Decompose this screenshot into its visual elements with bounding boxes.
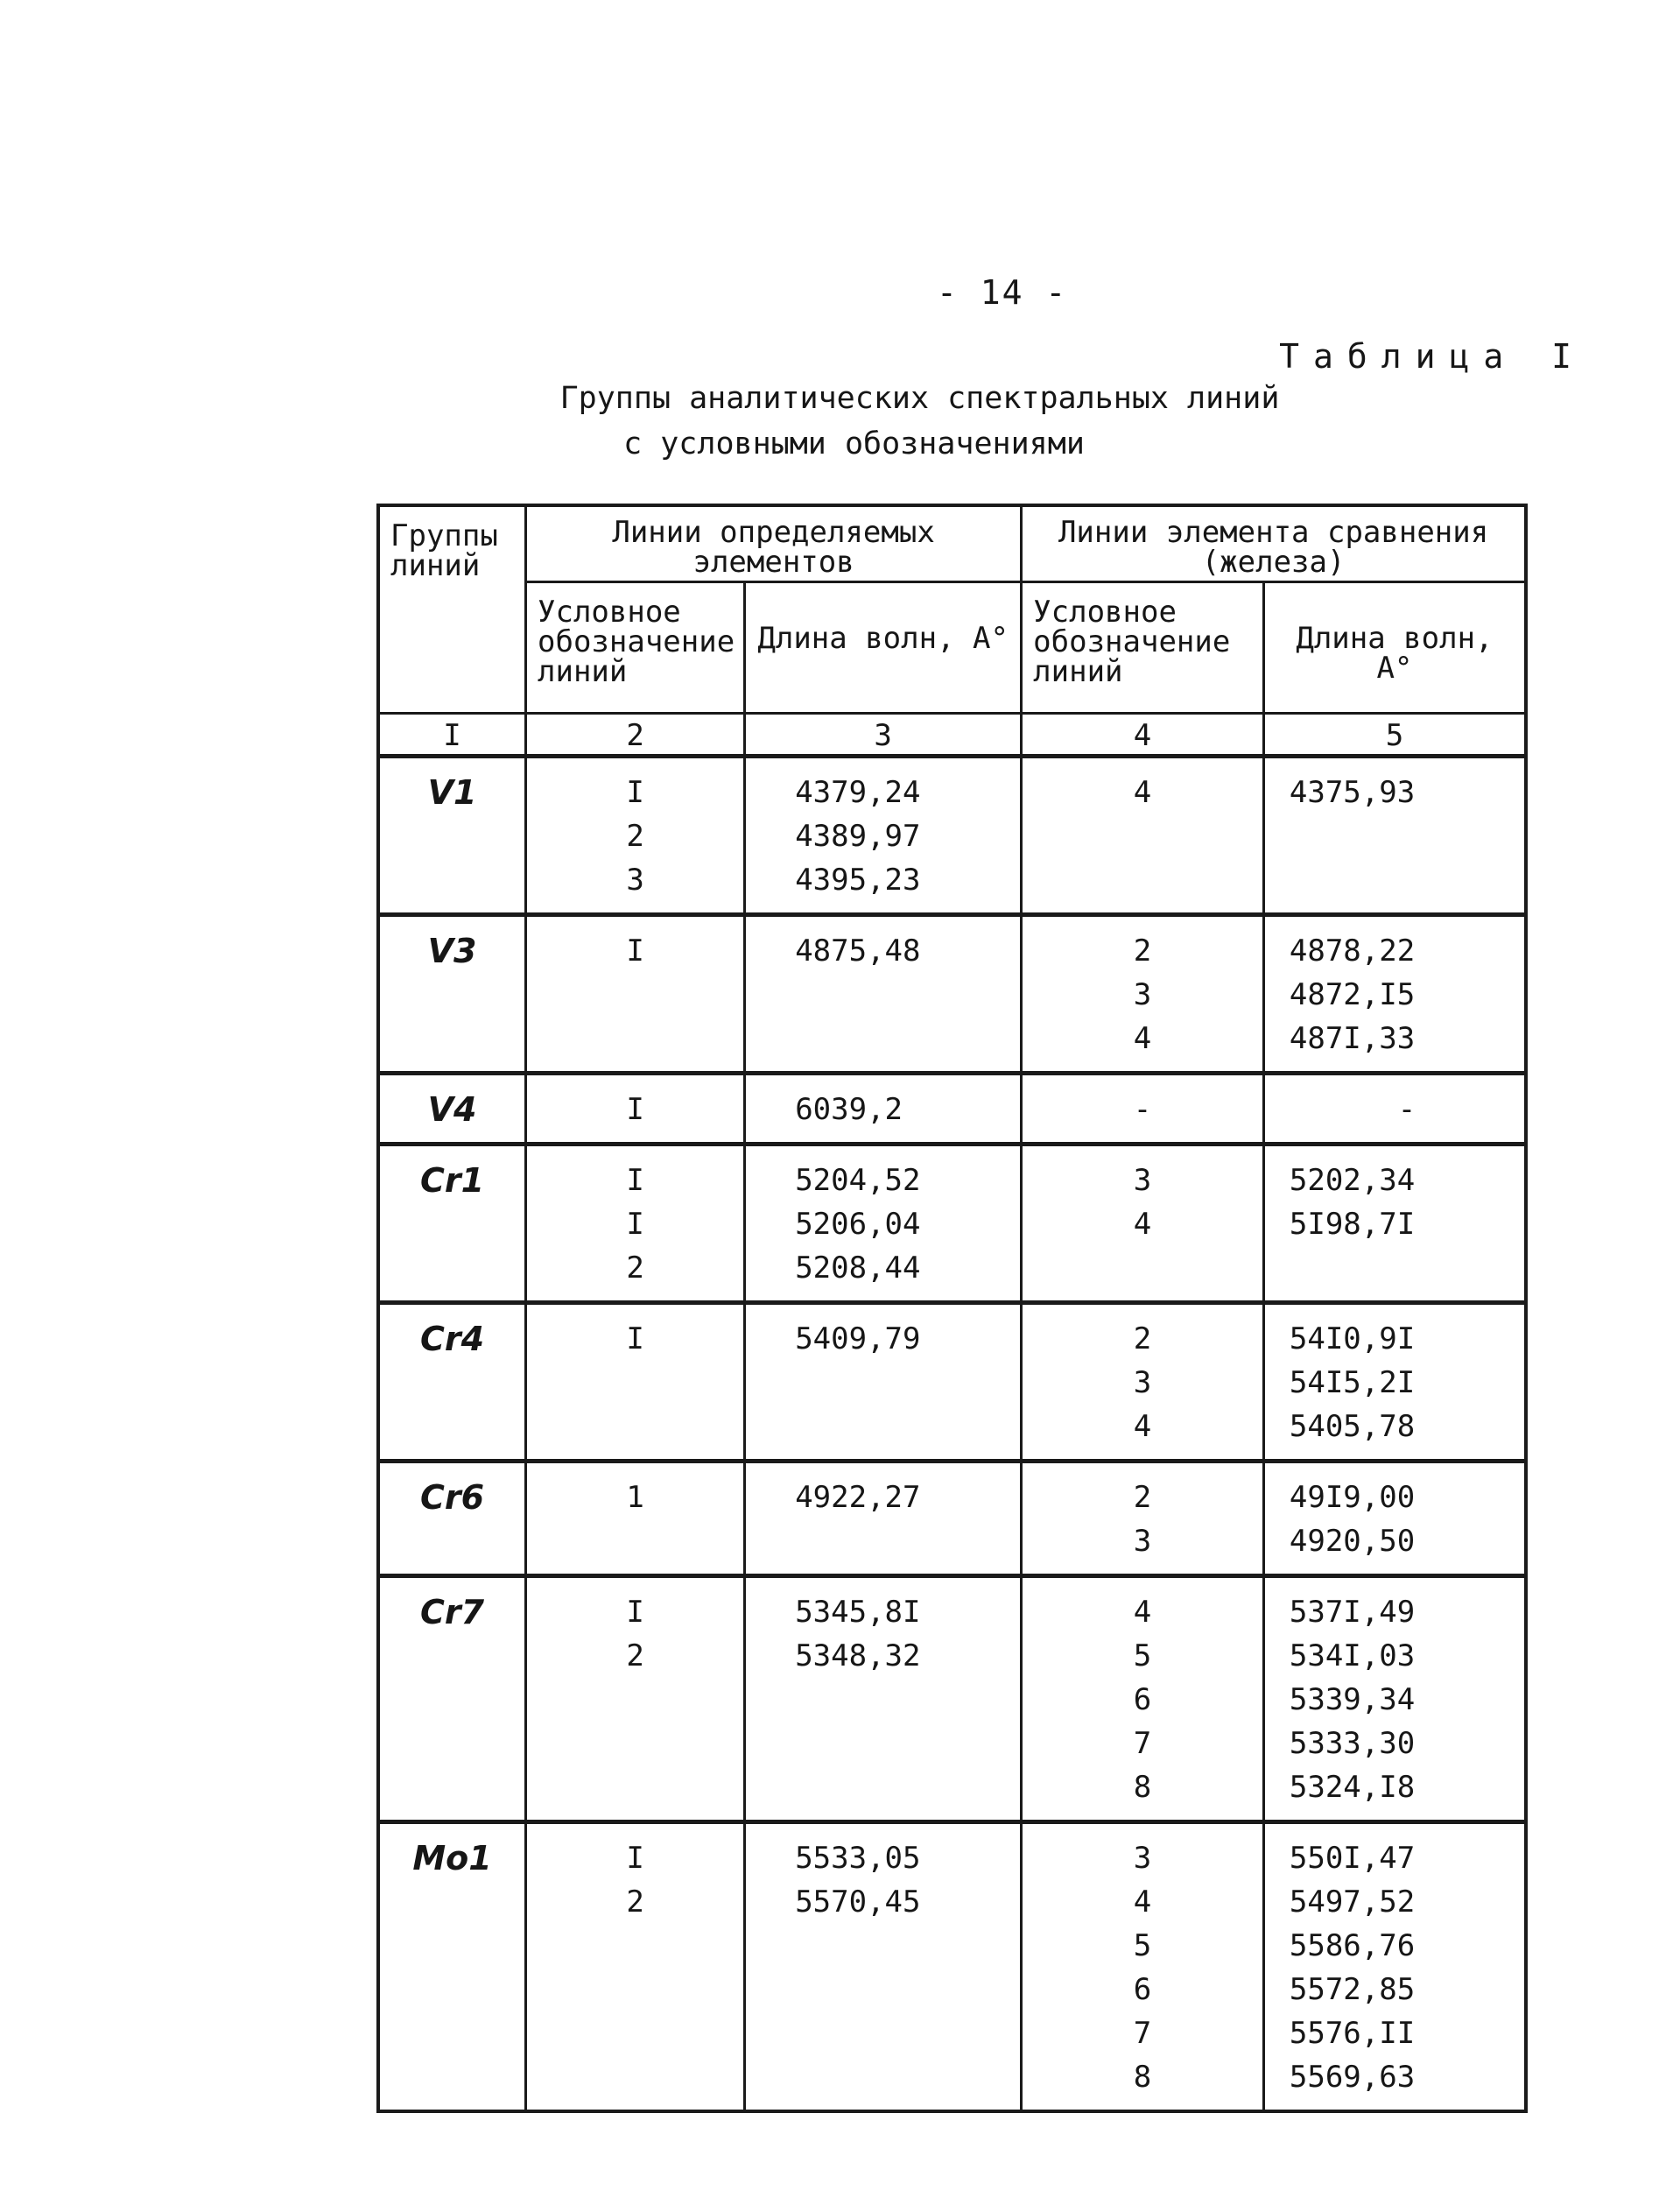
comparison-line-number: 8 (1133, 2060, 1152, 2096)
group-row (378, 1145, 1526, 1303)
determined-wavelength-cell (745, 915, 1022, 1074)
table-body (378, 757, 1526, 2112)
column-number: I (378, 714, 526, 757)
comparison-line-number: 3 (1133, 1524, 1152, 1560)
comparison-wavelength: 487I,33 (1289, 1021, 1416, 1057)
comparison-wavelength-cell (1263, 1303, 1526, 1462)
comparison-wavelength-cell (1263, 915, 1526, 1074)
comparison-line-number: - (1133, 1092, 1152, 1128)
determined-line-number: I (626, 933, 644, 969)
header-wavelength-determined: Длина волн, A° (745, 582, 1022, 714)
comparison-line-number: 5 (1133, 1638, 1152, 1674)
comparison-wavelength: 4920,50 (1289, 1524, 1416, 1560)
header-wavelength-comparison: Длина волн, A° (1263, 582, 1526, 714)
header-comparison-lines: Линии элемента сравнения (железа) (1022, 505, 1526, 582)
group-name: Cr1 (378, 1145, 526, 1303)
comparison-line-number: 4 (1133, 1409, 1152, 1445)
determined-wavelength: 5409,79 (795, 1321, 921, 1357)
comparison-wavelength: 5586,76 (1289, 1928, 1416, 1964)
group-name: V3 (378, 915, 526, 1074)
comparison-line-number-cell (1022, 1303, 1264, 1462)
determined-line-number-cell (526, 1074, 745, 1145)
comparison-line-number: 4 (1133, 1021, 1152, 1057)
determined-wavelength: 5206,04 (795, 1207, 921, 1243)
comparison-wavelength: 4878,22 (1289, 933, 1416, 969)
determined-wavelength-cell (745, 1145, 1022, 1303)
comparison-wavelength: 5339,34 (1289, 1682, 1416, 1718)
determined-wavelength: 5208,44 (795, 1250, 921, 1286)
determined-wavelength-cell (745, 757, 1022, 915)
comparison-wavelength-cell (1263, 1145, 1526, 1303)
determined-line-number: 2 (626, 819, 644, 855)
comparison-line-number: 4 (1133, 1884, 1152, 1920)
comparison-line-number: 3 (1133, 1365, 1152, 1401)
comparison-line-number: 3 (1133, 1841, 1152, 1877)
comparison-line-number: 2 (1133, 1480, 1152, 1516)
table-title-line-1: Группы аналитических спектральных линий (559, 381, 1280, 416)
group-row (378, 1074, 1526, 1145)
comparison-wavelength-cell (1263, 757, 1526, 915)
determined-line-number: I (626, 1321, 644, 1357)
comparison-line-number: 4 (1133, 1207, 1152, 1243)
determined-wavelength: 4922,27 (795, 1480, 921, 1516)
comparison-wavelength: 5333,30 (1289, 1726, 1416, 1762)
determined-line-number: 2 (626, 1638, 644, 1674)
determined-wavelength-cell (745, 1074, 1022, 1145)
header-designation-determined: Условное обозначение линий (526, 582, 745, 714)
determined-wavelength: 4379,24 (795, 775, 921, 811)
group-row (378, 1576, 1526, 1822)
comparison-wavelength: 4872,I5 (1289, 977, 1416, 1013)
column-number: 4 (1022, 714, 1264, 757)
comparison-wavelength: 5497,52 (1289, 1884, 1416, 1920)
column-number: 2 (526, 714, 745, 757)
comparison-line-number: 8 (1133, 1770, 1152, 1806)
determined-wavelength-cell (745, 1303, 1022, 1462)
determined-line-number-cell (526, 1303, 745, 1462)
comparison-line-number: 7 (1133, 2016, 1152, 2052)
determined-line-number-cell (526, 915, 745, 1074)
determined-line-number-cell (526, 1462, 745, 1576)
group-name: Cr6 (378, 1462, 526, 1576)
determined-wavelength: 6039,2 (795, 1092, 903, 1128)
determined-line-number: 3 (626, 863, 644, 898)
determined-line-number: I (626, 1841, 644, 1877)
comparison-line-number-cell (1022, 915, 1264, 1074)
comparison-wavelength: 550I,47 (1289, 1841, 1416, 1877)
comparison-line-number-cell (1022, 1822, 1264, 2112)
comparison-line-number: 6 (1133, 1682, 1152, 1718)
comparison-wavelength: 54I0,9I (1289, 1321, 1416, 1357)
determined-line-number: I (626, 1163, 644, 1199)
determined-line-number-cell (526, 757, 745, 915)
group-row (378, 757, 1526, 915)
group-row (378, 915, 1526, 1074)
group-row (378, 1462, 1526, 1576)
determined-line-number: 2 (626, 1250, 644, 1286)
determined-line-number: 2 (626, 1884, 644, 1920)
comparison-wavelength: 5576,II (1289, 2016, 1416, 2052)
group-name: V1 (378, 757, 526, 915)
comparison-wavelength: 5569,63 (1289, 2060, 1416, 2096)
determined-wavelength: 5570,45 (795, 1884, 921, 1920)
comparison-wavelength: 4375,93 (1289, 775, 1416, 811)
determined-line-number: I (626, 1207, 644, 1243)
group-row (378, 1822, 1526, 2112)
determined-line-number-cell (526, 1145, 745, 1303)
determined-line-number: 1 (626, 1480, 644, 1516)
group-name: V4 (378, 1074, 526, 1145)
comparison-wavelength: 5324,I8 (1289, 1770, 1416, 1806)
page-number: - 14 - (937, 273, 1068, 312)
determined-line-number-cell (526, 1822, 745, 2112)
comparison-wavelength: 5202,34 (1289, 1163, 1416, 1199)
comparison-wavelength: 49I9,00 (1289, 1480, 1416, 1516)
group-name: Mo1 (378, 1822, 526, 2112)
comparison-wavelength-cell (1263, 1576, 1526, 1822)
group-name: Cr7 (378, 1576, 526, 1822)
comparison-line-number: 5 (1133, 1928, 1152, 1964)
group-row (378, 1303, 1526, 1462)
spectral-lines-table (376, 504, 1528, 2113)
comparison-line-number: 2 (1133, 933, 1152, 969)
determined-wavelength: 4389,97 (795, 819, 921, 855)
determined-wavelength: 5345,8I (795, 1595, 921, 1631)
column-number: 5 (1263, 714, 1526, 757)
comparison-line-number: 7 (1133, 1726, 1152, 1762)
determined-wavelength: 5533,05 (795, 1841, 921, 1877)
comparison-line-number: 4 (1133, 775, 1152, 811)
determined-wavelength-cell (745, 1822, 1022, 2112)
determined-wavelength: 5348,32 (795, 1638, 921, 1674)
header-determined-lines: Линии определяемых элементов (526, 505, 1022, 582)
determined-line-number: I (626, 1092, 644, 1128)
determined-wavelength-cell (745, 1462, 1022, 1576)
comparison-line-number: 2 (1133, 1321, 1152, 1357)
comparison-wavelength: 5405,78 (1289, 1409, 1416, 1445)
comparison-line-number: 6 (1133, 1972, 1152, 2008)
determined-line-number: I (626, 1595, 644, 1631)
table-title-line-2: с условными обозначениями (623, 426, 1085, 461)
comparison-wavelength: 534I,03 (1289, 1638, 1416, 1674)
determined-line-number-cell (526, 1576, 745, 1822)
comparison-wavelength: 5I98,7I (1289, 1207, 1416, 1243)
determined-wavelength: 4395,23 (795, 863, 921, 898)
comparison-wavelength: 537I,49 (1289, 1595, 1416, 1631)
comparison-line-number-cell (1022, 1462, 1264, 1576)
comparison-line-number-cell (1022, 757, 1264, 915)
table-label: Таблица I (1279, 337, 1585, 376)
comparison-wavelength: - (1397, 1092, 1416, 1128)
comparison-wavelength: 54I5,2I (1289, 1365, 1416, 1401)
header-groups: Группы линий (378, 505, 526, 714)
comparison-line-number-cell (1022, 1576, 1264, 1822)
group-name: Cr4 (378, 1303, 526, 1462)
comparison-wavelength-cell (1263, 1074, 1526, 1145)
determined-wavelength: 5204,52 (795, 1163, 921, 1199)
column-number: 3 (745, 714, 1022, 757)
comparison-line-number-cell (1022, 1074, 1264, 1145)
comparison-wavelength: 5572,85 (1289, 1972, 1416, 2008)
comparison-line-number: 3 (1133, 977, 1152, 1013)
comparison-line-number: 4 (1133, 1595, 1152, 1631)
determined-wavelength: 4875,48 (795, 933, 921, 969)
comparison-line-number-cell (1022, 1145, 1264, 1303)
header-designation-comparison: Условное обозначение линий (1022, 582, 1264, 714)
determined-line-number: I (626, 775, 644, 811)
comparison-wavelength-cell (1263, 1462, 1526, 1576)
comparison-line-number: 3 (1133, 1163, 1152, 1199)
determined-wavelength-cell (745, 1576, 1022, 1822)
comparison-wavelength-cell (1263, 1822, 1526, 2112)
